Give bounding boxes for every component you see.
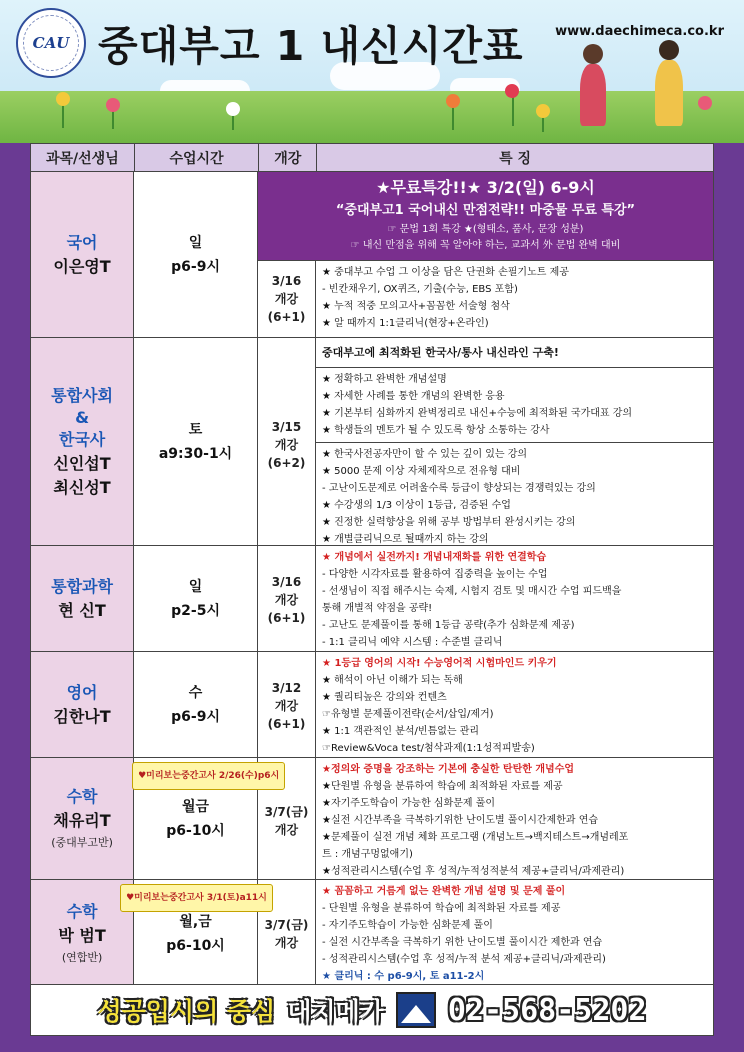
logo-text: CAU bbox=[32, 34, 70, 52]
table-row-social bbox=[31, 338, 713, 546]
feature-item: ★ 5000 문제 이상 자체제작으로 전유형 대비 bbox=[322, 466, 521, 477]
footer-brand: 대치메카 bbox=[287, 997, 384, 1026]
features-cell bbox=[316, 652, 713, 760]
subject-label: 수학 bbox=[66, 902, 98, 921]
promo-title: ★무료특강!!★ 3/2(일) 6-9시 bbox=[376, 178, 595, 197]
class-time bbox=[134, 172, 258, 337]
feature-item: ★ 기본부터 심화까지 완벽정리로 내신+수능에 최적화된 국가대표 강의 bbox=[322, 408, 633, 419]
teacher-name: 채유리T bbox=[53, 810, 111, 830]
teacher-name: 최신성T bbox=[53, 477, 111, 497]
flower-icon bbox=[536, 104, 550, 118]
start-date: 3/12 bbox=[271, 681, 302, 695]
feature-item: ★ 한국사전공자만이 할 수 있는 깊이 있는 강의 bbox=[322, 449, 528, 460]
features-cell bbox=[316, 880, 713, 988]
class-time bbox=[126, 880, 267, 988]
teacher-cell bbox=[31, 172, 134, 337]
flower-icon bbox=[446, 94, 460, 108]
table-row-math-1 bbox=[31, 758, 713, 880]
promo-note: ☞ 내신 만점을 위해 꼭 알아야 하는, 교과서 外 문법 완벽 대비 bbox=[350, 240, 621, 251]
session-count: (6+1) bbox=[267, 310, 306, 324]
start-label: 개강 bbox=[274, 593, 299, 607]
class-day: 일 bbox=[188, 234, 203, 251]
feature-headline: ★ 개념에서 실전까지! 개념내재화를 위한 연결학습 bbox=[322, 552, 547, 563]
flower-icon bbox=[505, 84, 519, 98]
feature-item: ☞유형별 문제풀이전략(순서/삽입/제거) bbox=[322, 709, 494, 720]
feature-item: - 고난도 문제풀이를 통해 1등급 공략(추가 심화문제 제공) bbox=[322, 620, 575, 631]
teacher-cell bbox=[31, 880, 134, 988]
table-row-english bbox=[31, 652, 713, 758]
person-illustration bbox=[580, 64, 606, 126]
class-hours: p6-10시 bbox=[166, 822, 225, 839]
session-count: (6+2) bbox=[267, 455, 306, 470]
flower-icon bbox=[226, 102, 240, 116]
teacher-cell bbox=[31, 546, 134, 651]
feature-item: ☞Review&Voca test/첨삭과제(1:1성적피발송) bbox=[322, 743, 535, 754]
start-date: 3/15 bbox=[271, 419, 302, 434]
feature-item: - 1:1 클리닉 예약 시스템 : 수준별 클리닉 bbox=[322, 637, 503, 648]
feature-item: - 자기주도학습이 가능한 심화문제 풀이 bbox=[322, 920, 493, 931]
table-row-science bbox=[31, 546, 713, 652]
free-lecture-promo bbox=[258, 172, 713, 260]
class-day: 월,금 bbox=[179, 914, 212, 930]
col-header-start: 개강 bbox=[259, 144, 317, 171]
teacher-name: 이은영T bbox=[53, 256, 111, 276]
start-label: 개강 bbox=[274, 292, 299, 306]
footer-slogan: 성공입시의 중심 bbox=[97, 997, 276, 1026]
col-header-subject: 과목/선생님 bbox=[31, 144, 135, 171]
start-date: 3/7(금) bbox=[264, 918, 309, 932]
col-header-time: 수업시간 bbox=[135, 144, 260, 171]
feature-item: ★ 진정한 실력향상을 위해 공부 방법부터 완성시키는 강의 bbox=[322, 517, 576, 528]
flower-icon bbox=[56, 92, 70, 106]
features-cell bbox=[316, 443, 713, 551]
start-date: 3/16 bbox=[271, 274, 302, 288]
start-date-cell bbox=[258, 546, 316, 654]
start-date-cell bbox=[258, 338, 316, 551]
feature-item: - 다양한 시각자료를 활용하여 집중력을 높이는 수업 bbox=[322, 569, 548, 580]
mountain-logo-icon bbox=[396, 992, 436, 1028]
feature-item: ★ 1:1 객관적인 분석/빈틈없는 관리 bbox=[322, 726, 480, 737]
promo-note: ☞ 문법 1회 특강 ★(형태소, 품사, 문장 성분) bbox=[387, 224, 584, 235]
subject-label: 통합사회 bbox=[51, 385, 113, 405]
start-date: 3/16 bbox=[271, 575, 302, 589]
class-day: 수 bbox=[188, 684, 203, 701]
feature-item: 통해 개별적 약점을 공략! bbox=[322, 603, 433, 614]
teacher-cell bbox=[31, 338, 134, 545]
start-date-cell bbox=[258, 261, 316, 337]
feature-item: - 성적관리시스템(수업 후 성적/누적 분석 제공+클리닉/과제관리) bbox=[322, 954, 606, 965]
class-group-note: (연합반) bbox=[61, 951, 103, 964]
feature-item: ★ 퀄리티높은 강의와 컨텐츠 bbox=[322, 692, 447, 703]
start-date: 3/7(금) bbox=[264, 804, 309, 819]
phone-number[interactable]: 02-568-5202 bbox=[447, 992, 647, 1028]
schedule-table bbox=[30, 143, 714, 989]
feature-item: - 고난이도문제로 어려울수록 등급이 향상되는 경쟁력있는 강의 bbox=[322, 483, 596, 494]
feature-item: ★ 개별클리닉으로 될때까지 하는 강의 bbox=[322, 534, 489, 545]
class-hours: p2-5시 bbox=[171, 602, 220, 619]
feature-headline: ★ 1등급 영어의 시작! 수능영어적 시험마인드 키우기 bbox=[322, 658, 557, 669]
midterm-preview-badge: ♥미리보는중간고사 3/1(토)a11시 bbox=[120, 884, 273, 912]
feature-item: - 단원별 유형을 분류하여 학습에 최적화된 자료를 제공 bbox=[322, 903, 561, 914]
teacher-name: 김한나T bbox=[53, 706, 111, 726]
promo-subtitle: “중대부고1 국어내신 만점전략!! 마중물 무료 특강” bbox=[335, 203, 636, 218]
class-hours: a9:30-1시 bbox=[158, 445, 233, 462]
class-hours: p6-9시 bbox=[171, 708, 220, 725]
midterm-preview-badge: ♥미리보는중간고사 2/26(수)p6시 bbox=[132, 762, 285, 790]
table-row-korean bbox=[31, 172, 713, 338]
feature-item: ★ 해석이 아닌 이해가 되는 독해 bbox=[322, 675, 463, 686]
flower-icon bbox=[106, 98, 120, 112]
teacher-cell bbox=[31, 652, 134, 757]
class-time bbox=[134, 338, 258, 545]
class-hours: p6-10시 bbox=[166, 938, 225, 954]
subject-label: 영어 bbox=[66, 682, 98, 702]
teacher-name: 현 신T bbox=[58, 600, 106, 620]
teacher-cell bbox=[31, 758, 134, 879]
feature-item: ★ 알 때까지 1:1클리닉(현장+온라인) bbox=[322, 318, 489, 329]
class-day: 월금 bbox=[182, 798, 210, 815]
feature-item: ★성적관리시스템(수업 후 성적/누적성적분석 제공+클리닉/과제관리) bbox=[322, 866, 625, 877]
start-date-cell bbox=[258, 652, 316, 760]
start-label: 개강 bbox=[274, 822, 299, 837]
school-logo bbox=[16, 8, 86, 78]
subject-label: 한국사 bbox=[58, 429, 106, 449]
start-label: 개강 bbox=[274, 437, 299, 452]
feature-item: - 선생님이 직접 해주시는 숙제, 시험지 검토 및 매시간 수업 피드백을 bbox=[322, 586, 622, 597]
table-row-math-2 bbox=[31, 880, 713, 988]
clinic-schedule: ★ 클리닉 : 수 p6-9시, 토 a11-2시 bbox=[322, 971, 485, 982]
start-label: 개강 bbox=[274, 936, 299, 950]
class-day: 토 bbox=[188, 421, 203, 438]
feature-item: ★ 학생들의 멘토가 될 수 있도록 항상 소통하는 강사 bbox=[322, 425, 550, 436]
feature-item: - 빈칸채우기, OX퀴즈, 기출(수능, EBS 포함) bbox=[322, 284, 518, 295]
feature-item: - 실전 시간부족을 극복하기 위한 난이도별 풀이시간 제한과 연습 bbox=[322, 937, 603, 948]
table-header bbox=[31, 144, 713, 172]
feature-item: ★ 자세한 사례를 통한 개념의 완벽한 응용 bbox=[322, 391, 505, 402]
class-time bbox=[134, 546, 258, 651]
session-count: (6+1) bbox=[267, 611, 306, 625]
feature-item: ★ 정확하고 완벽한 개념설명 bbox=[322, 374, 447, 385]
subject-label: 수학 bbox=[66, 786, 98, 806]
page-title: 중대부고 1 내신시간표 bbox=[98, 22, 524, 70]
features-cell bbox=[316, 758, 713, 883]
class-group-note: (중대부고반) bbox=[51, 835, 113, 849]
feature-item: ★ 누적 적중 모의고사+꼼꼼한 서술형 첨삭 bbox=[322, 301, 510, 312]
feature-item: ★실전 시간부족을 극복하기위한 난이도별 풀이시간제한과 연습 bbox=[322, 815, 599, 826]
features-cell bbox=[316, 546, 713, 654]
teacher-name: 박 범T bbox=[58, 926, 106, 945]
feature-item: ★ 수강생의 1/3 이상이 1등급, 검증된 수업 bbox=[322, 500, 511, 511]
subject-label: 국어 bbox=[66, 232, 98, 252]
col-header-features: 특 징 bbox=[499, 150, 532, 167]
website-url[interactable]: www.daechimeca.co.kr bbox=[555, 24, 724, 39]
person-illustration bbox=[655, 60, 683, 126]
teacher-name: 신인섭T bbox=[53, 453, 111, 473]
class-day: 일 bbox=[188, 578, 203, 595]
feature-headline: ★ 꼼꼼하고 거름게 없는 완벽한 개념 설명 및 문제 풀이 bbox=[322, 886, 566, 897]
footer-banner bbox=[30, 984, 714, 1036]
feature-item: ★자기주도학습이 가능한 심화문제 풀이 bbox=[322, 798, 496, 809]
features-cell bbox=[316, 261, 713, 337]
class-time bbox=[134, 652, 258, 757]
class-hours: p6-9시 bbox=[171, 258, 220, 275]
features-cell bbox=[316, 368, 713, 443]
feature-item: ★단원별 유형을 분류하여 학습에 최적화된 자료를 제공 bbox=[322, 781, 563, 792]
session-count: (6+1) bbox=[267, 717, 306, 731]
header-banner bbox=[0, 0, 744, 143]
subject-ampersand: & bbox=[75, 407, 90, 427]
feature-headline: ★정의와 증명을 강조하는 기본에 충실한 탄탄한 개념수업 bbox=[322, 764, 575, 775]
feature-item: 트 : 개념구멍없애기) bbox=[322, 849, 413, 860]
class-time bbox=[134, 758, 280, 879]
flower-icon bbox=[698, 96, 712, 110]
feature-item: ★문제풀이 실전 개념 체화 프로그램 (개념노트→백지테스트→개념레포 bbox=[322, 832, 629, 843]
feature-item: ★ 중대부고 수업 그 이상을 담은 단권화 손필기노트 제공 bbox=[322, 267, 569, 278]
start-label: 개강 bbox=[274, 699, 299, 713]
feature-headline: 중대부고에 최적화된 한국사/통사 내신라인 구축! bbox=[316, 338, 713, 368]
subject-label: 통합과학 bbox=[51, 576, 113, 596]
